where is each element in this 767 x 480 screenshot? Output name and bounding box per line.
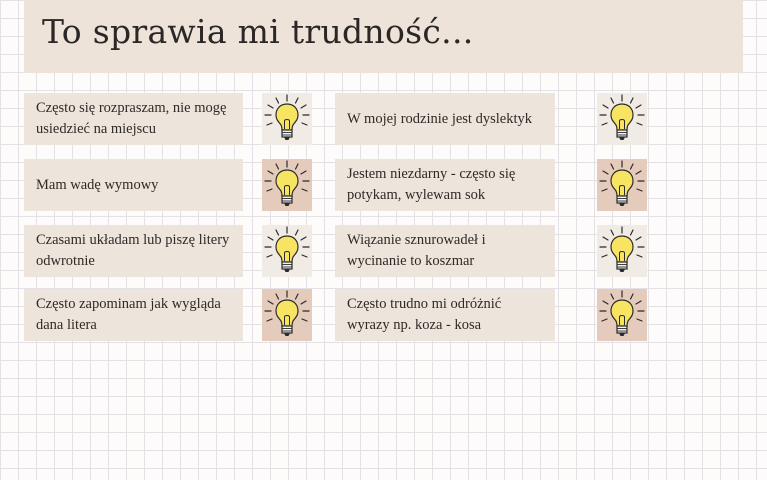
difficulty-card-5 xyxy=(24,225,243,277)
lightbulb-icon xyxy=(597,93,647,145)
difficulty-card-7 xyxy=(24,289,243,341)
lightbulb-icon xyxy=(597,289,647,341)
difficulty-card-1 xyxy=(24,93,243,145)
page-title: To sprawia mi trudność... xyxy=(42,12,474,51)
difficulty-card-text: Jestem niezdarny - często się potykam, wylewam sok xyxy=(347,166,516,203)
difficulty-card-4 xyxy=(335,159,555,211)
lightbulb-icon xyxy=(262,159,312,211)
difficulty-card-text: W mojej rodzinie jest dyslektyk xyxy=(347,110,532,127)
difficulty-card-text: Często się rozpraszam, nie mogę usiedzieć na miejscu xyxy=(36,100,227,137)
difficulty-card-text: Mam wadę wymowy xyxy=(36,176,159,193)
lightbulb-icon xyxy=(262,93,312,145)
difficulty-card-8 xyxy=(335,289,555,341)
lightbulb-icon xyxy=(262,225,312,277)
difficulty-card-6 xyxy=(335,225,555,277)
difficulty-card-text: Czasami układam lub piszę litery odwrotnie xyxy=(36,232,230,269)
difficulty-card-2 xyxy=(335,93,555,145)
difficulty-card-3 xyxy=(24,159,243,211)
lightbulb-icon xyxy=(597,225,647,277)
lightbulb-icon xyxy=(262,289,312,341)
difficulty-card-text: Często zapominam jak wygląda dana litera xyxy=(36,296,221,333)
lightbulb-icon xyxy=(597,159,647,211)
difficulty-card-text: Wiązanie sznurowadeł i wycinanie to koszmar xyxy=(347,232,486,269)
difficulty-card-text: Często trudno mi odróżnić wyrazy np. koza - kosa xyxy=(347,296,502,333)
